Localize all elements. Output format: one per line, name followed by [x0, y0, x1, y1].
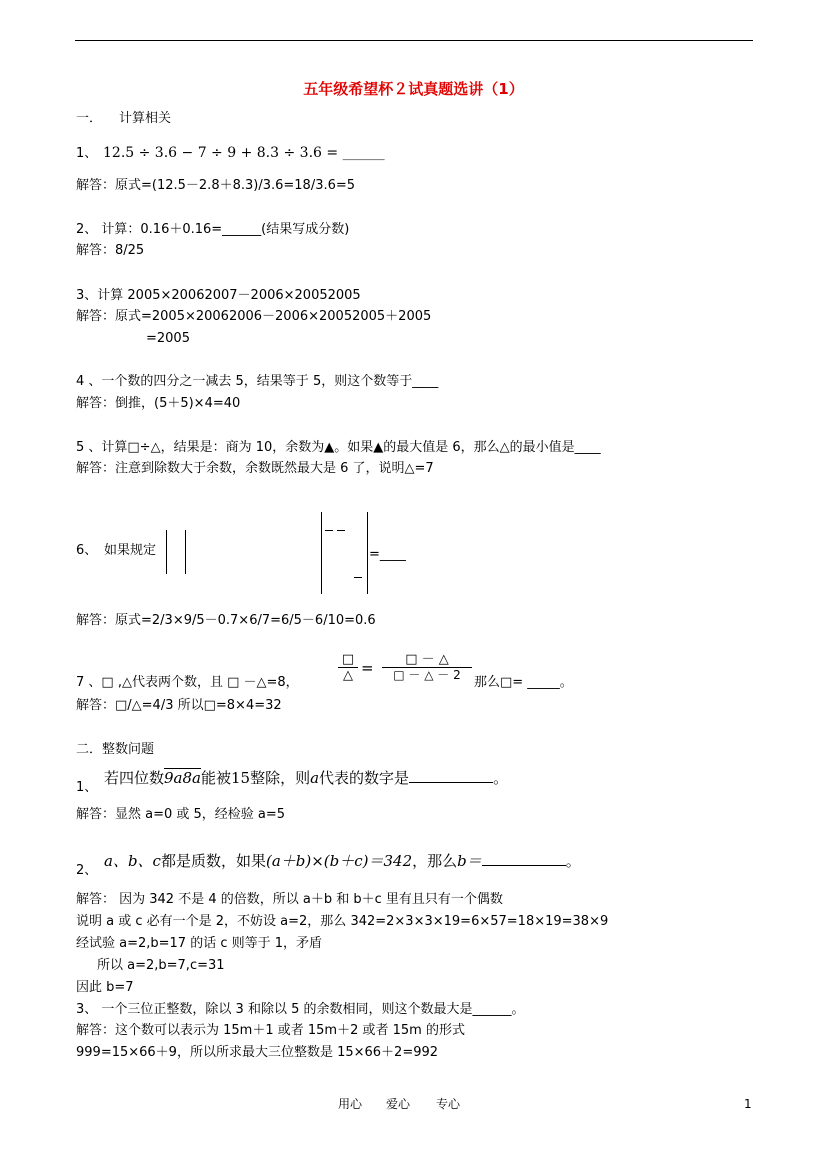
q7-equals: = [361, 659, 374, 677]
footer-text-2: 爱心 [386, 1097, 411, 1111]
q7-text-b: 那么□= _____。 [474, 675, 573, 690]
s2-q3-answer-line2: 999=15×66＋9，所以所求最大三位整数是 15×66＋2=992 [76, 1045, 439, 1060]
q1-number: 1、 [76, 146, 98, 161]
page-number: 1 [744, 1097, 752, 1111]
s2-q2-end: 。 [565, 852, 581, 870]
q6-determinant-left-bar [166, 530, 167, 574]
s2-q1-answer-blank [409, 770, 493, 783]
q2-answer: 解答：8/25 [76, 243, 145, 258]
q6-matrix-dash [325, 530, 333, 531]
q5-answer: 解答：注意到除数大于余数，余数既然最大是 6 了，说明△=7 [76, 461, 434, 476]
q7-text-a: 7 、□ ,△代表两个数，且 □ －△=8， [76, 675, 299, 690]
s2-q2-number: 2、 [76, 863, 98, 878]
q7-fraction-right-denominator: □ － △ － 2 [382, 667, 472, 683]
q3-answer-line1: 解答：原式=2005×20062006－2006×20052005＋2005 [76, 309, 432, 324]
section1-heading-number: 一． [76, 111, 103, 126]
s2-q3-answer-line1: 解答：这个数可以表示为 15m＋1 或者 15m＋2 或者 15m 的形式 [76, 1023, 465, 1038]
q1-expression: 12.5 ÷ 3.6 − 7 ÷ 9 + 8.3 ÷ 3.6 = ______ [103, 145, 385, 161]
s2-q1-four-digit-number: 9a8a [164, 769, 201, 787]
footer-text-3: 专心 [436, 1097, 461, 1111]
s2-q1-variable: a [310, 769, 320, 787]
q6-matrix-dash [354, 577, 362, 578]
s2-q2-text-b: ，那么 [412, 852, 458, 870]
q6-determinant-right-bar [185, 530, 186, 574]
s2-q1-text-b: 能被15整除，则 [201, 769, 311, 787]
s2-q1-statement [104, 770, 508, 786]
q6-tail: =____ [369, 547, 406, 562]
q1-answer: 解答：原式=(12.5－2.8＋8.3)/3.6=18/3.6=5 [76, 178, 356, 193]
q7-fraction-right [382, 652, 472, 683]
q6-number: 6、 [76, 543, 98, 558]
header-rule [75, 40, 753, 41]
footer-text-1: 用心 [338, 1097, 363, 1111]
s2-q2-variable: b＝ [457, 852, 482, 870]
s2-q2-answer-line5: 因此 b=7 [76, 980, 134, 995]
q6-text: 如果规定 [104, 543, 157, 558]
s2-q1-text-a: 若四位数 [104, 769, 165, 787]
q7-answer: 解答：□/△=4/3 所以□=8×4=32 [76, 698, 282, 713]
q3-answer-line2: =2005 [146, 331, 190, 346]
q2-text: 2、 计算：0.16＋0.16=______(结果写成分数) [76, 222, 350, 237]
s2-q2-answer-line2: 说明 a 或 c 必有一个是 2，不妨设 a=2，那么 342=2×3×3×19=6×57=18×19=38×9 [76, 914, 609, 929]
q6-answer: 解答：原式=2/3×9/5－0.7×6/7=6/5－6/10=0.6 [76, 613, 376, 628]
q7-fraction-left-numerator: □ [341, 652, 355, 667]
s2-q3-text: 3、 一个三位正整数，除以 3 和除以 5 的余数相同，则这个数最大是______。 [76, 1002, 525, 1017]
s2-q1-end: 。 [493, 769, 509, 787]
s2-q2-answer-line3: 经试验 a=2,b=17 的话 c 则等于 1，矛盾 [76, 936, 323, 951]
q7-fraction-left-denominator: △ [338, 667, 358, 683]
q3-text: 3、计算 2005×20062007－2006×20052005 [76, 288, 361, 303]
q4-text: 4 、一个数的四分之一减去 5，结果等于 5，则这个数等于____ [76, 374, 439, 389]
s2-q2-answer-line1: 解答： 因为 342 不是 4 的倍数，所以 a＋b 和 b＋c 里有且只有一个偶数 [76, 892, 503, 907]
page-title: 五年级希望杯２试真题选讲（1） [303, 80, 524, 98]
s2-q2-variables: a、b、c [104, 852, 161, 870]
q6-matrix-left-bar [321, 512, 322, 594]
s2-q2-answer-blank [482, 853, 566, 866]
s2-q2-text-a: 都是质数，如果 [160, 852, 266, 870]
q7-fraction-left [338, 652, 358, 683]
s2-q1-answer: 解答：显然 a=0 或 5，经检验 a=5 [76, 807, 286, 822]
q6-matrix-right-bar [367, 512, 368, 594]
section1-heading: 计算相关 [119, 111, 172, 126]
s2-q2-statement [104, 853, 581, 869]
q4-answer: 解答：倒推，(5＋5)×4=40 [76, 396, 241, 411]
s2-q2-answer-line4: 所以 a=2,b=7,c=31 [97, 958, 225, 973]
q6-matrix-dash [337, 530, 345, 531]
s2-q1-text-c: 代表的数字是 [319, 769, 410, 787]
s2-q2-expression: (a＋b)×(b＋c)＝342 [265, 852, 413, 870]
s2-q1-number: 1、 [76, 780, 98, 795]
q7-fraction-right-numerator: □ － △ [405, 652, 449, 667]
section2-heading: 二．整数问题 [76, 742, 155, 757]
q5-text: 5 、计算□÷△，结果是：商为 10，余数为▲。如果▲的最大值是 6，那么△的最小值是____ [76, 440, 601, 455]
